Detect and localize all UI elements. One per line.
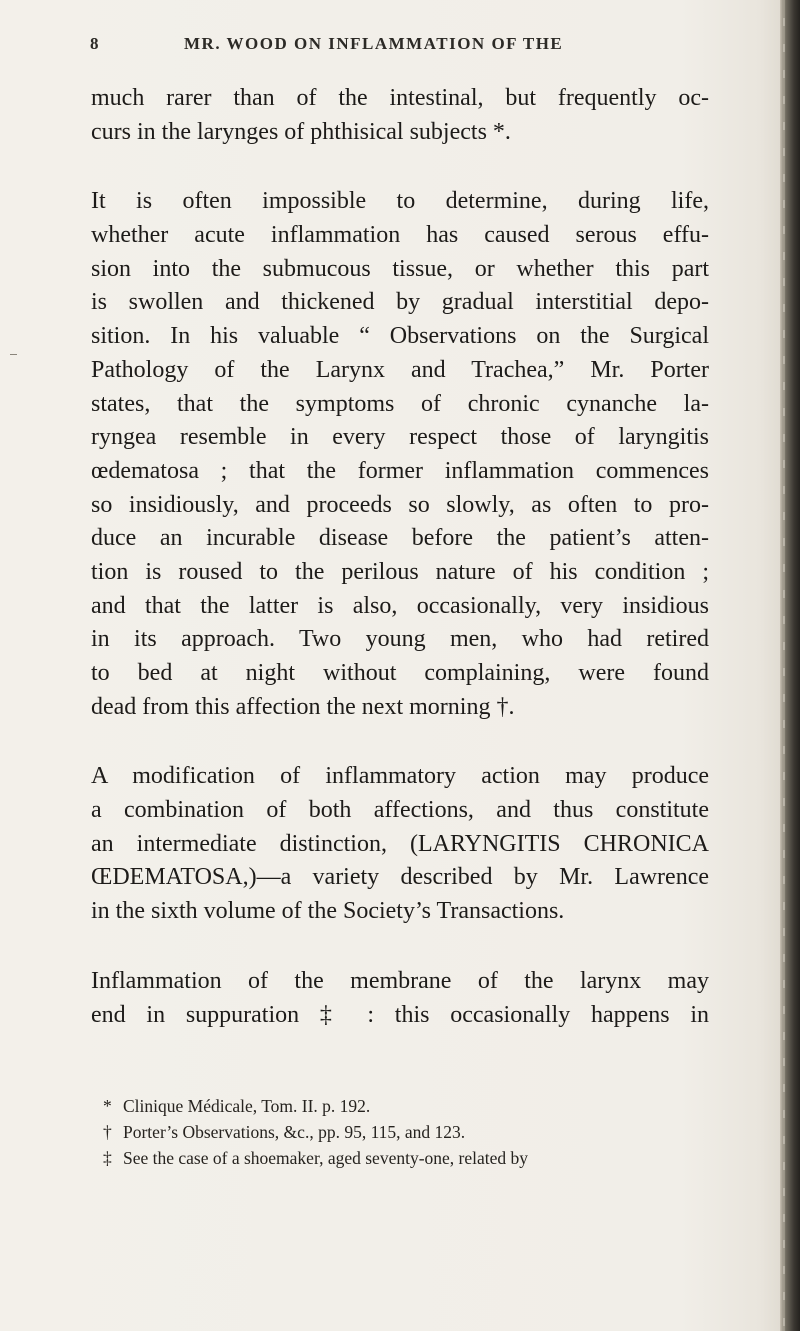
text-line: so insidiously, and proceeds so slowly, as often to pro- — [91, 491, 709, 518]
page-header — [90, 34, 730, 58]
text-line: It is often impossible to determine, during life, — [91, 188, 709, 215]
text-line: a combination of both affections, and thus constitute — [91, 797, 709, 824]
paragraph — [91, 760, 709, 928]
paragraph — [91, 185, 709, 724]
page-number: 8 — [90, 34, 100, 53]
text-line: A modification of inflammatory action may produce — [91, 763, 709, 790]
text-line: in its approach. Two young men, who had retired — [91, 626, 709, 653]
body-text — [91, 82, 709, 1032]
text-line: œdematosa ; that the former inflammation commences — [91, 457, 709, 484]
text-line: Pathology of the Larynx and Trachea,” Mr. Porter — [91, 356, 709, 383]
text-line: end in suppuration ‡ : this occasionally happens in — [91, 1001, 709, 1028]
text-line: dead from this affection the next morning †. — [91, 693, 515, 720]
paragraph — [91, 82, 709, 149]
text-line: ryngea resemble in every respect those of laryngitis — [91, 424, 709, 451]
footnote-text: Porter’s Observations, &c., pp. 95, 115, and 123. — [123, 1122, 466, 1142]
footnote — [103, 1093, 713, 1119]
footnote — [103, 1119, 713, 1145]
footnote-mark: ‡ — [103, 1148, 112, 1168]
text-line: tion is roused to the perilous nature of his condition ; — [91, 558, 709, 585]
text-line: states, that the symptoms of chronic cynanche la- — [91, 390, 709, 417]
text-line: to bed at night without complaining, were found — [91, 660, 709, 686]
footnote-text: Clinique Médicale, Tom. II. p. 192. — [123, 1096, 371, 1116]
paragraph — [91, 965, 709, 1032]
footnote-mark: * — [103, 1096, 112, 1116]
text-line: ŒDEMATOSA,)—a variety described by Mr. Lawrence — [91, 864, 709, 891]
footnote-text: See the case of a shoemaker, aged seventy-one, related by — [123, 1148, 529, 1168]
running-head: MR. WOOD ON INFLAMMATION OF THE — [184, 34, 564, 53]
footnote-mark: † — [103, 1122, 112, 1142]
text-line: sion into the submucous tissue, or whether this part — [91, 255, 709, 282]
text-line: curs in the larynges of phthisical subjects *. — [91, 118, 511, 145]
text-line: in the sixth volume of the Society’s Transactions. — [91, 898, 565, 925]
text-line: and that the latter is also, occasionally, very insidious — [91, 592, 709, 619]
text-line: duce an incurable disease before the patient’s atten- — [91, 525, 709, 552]
footnote — [103, 1145, 713, 1171]
text-line: sition. In his valuable “ Observations on the Surgical — [91, 323, 709, 350]
text-line: whether acute inflammation has caused serous effu- — [91, 222, 709, 249]
footnotes — [103, 1093, 713, 1171]
margin-mark — [10, 354, 17, 355]
text-line: an intermediate distinction, (LARYNGITIS CHRONICA — [91, 830, 709, 857]
text-line: is swollen and thickened by gradual interstitial depo- — [91, 289, 709, 316]
text-line: much rarer than of the intestinal, but frequently oc- — [91, 85, 709, 111]
book-binding-edge — [780, 0, 800, 1331]
text-line: Inflammation of the membrane of the larynx may — [91, 967, 709, 994]
